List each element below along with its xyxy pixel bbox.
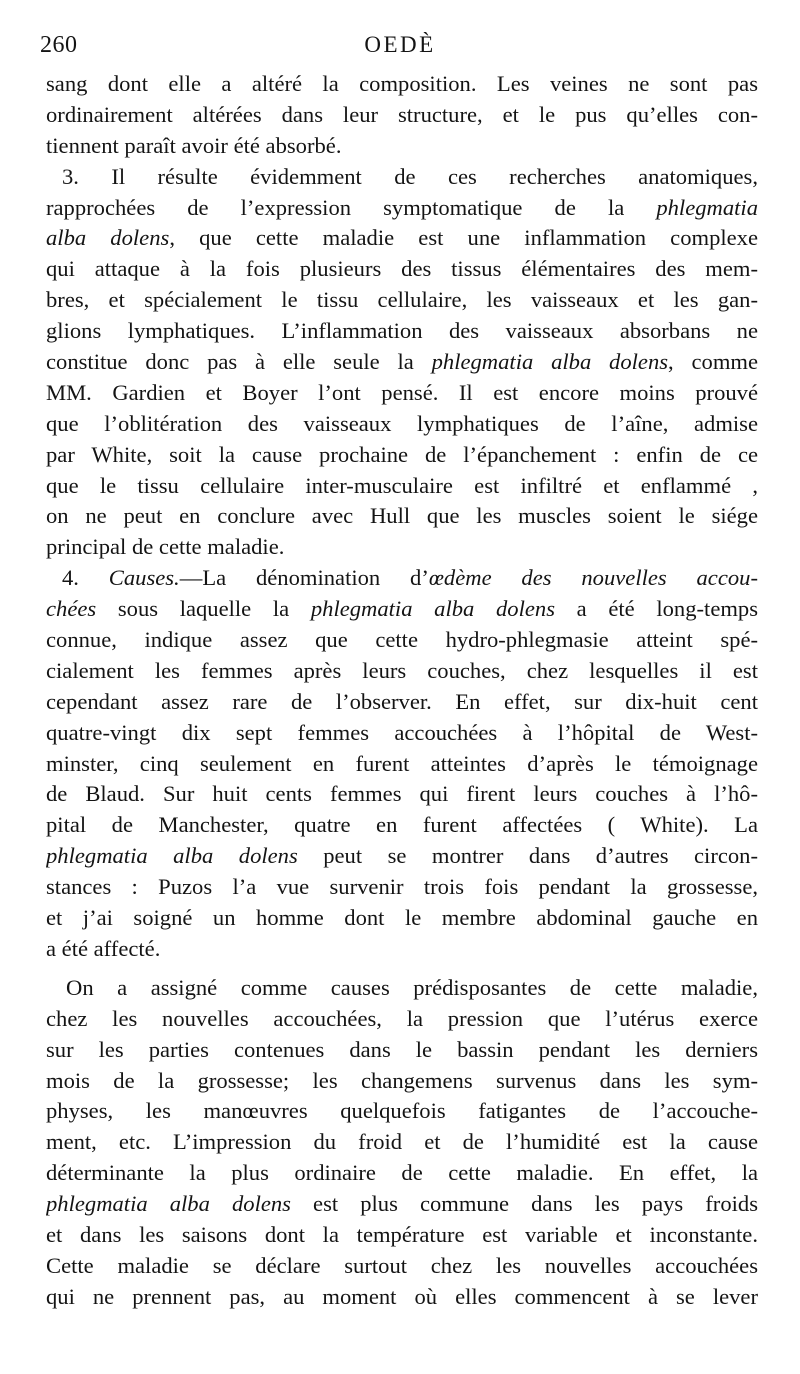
text-line bbox=[46, 1220, 758, 1251]
text-run: 3. Il résulte évidemment de ces recherches anatomiques, bbox=[62, 163, 758, 189]
text-line bbox=[46, 1251, 758, 1282]
text-line bbox=[46, 378, 758, 409]
text-run: ordinairement altérées dans leur structure, et le pus qu’elles con- bbox=[46, 101, 758, 127]
text-line bbox=[46, 810, 758, 841]
text-line bbox=[46, 656, 758, 687]
text-line bbox=[46, 1189, 758, 1220]
text-line bbox=[46, 594, 758, 625]
text-run: glions lymphatiques. L’inflammation des vaisseaux absorbans ne bbox=[46, 318, 758, 344]
text-run: sur les parties contenues dans le bassin pendant les derniers bbox=[46, 1036, 758, 1062]
running-title: OEDÈ bbox=[364, 32, 436, 57]
text-line bbox=[46, 841, 758, 872]
text-line bbox=[46, 254, 758, 285]
italic-text: chées bbox=[46, 596, 97, 622]
text-line bbox=[46, 409, 758, 440]
text-run: 4. bbox=[62, 565, 109, 591]
text-line bbox=[46, 162, 758, 193]
italic-text: alba dolens bbox=[46, 225, 170, 251]
text-run: mois de la grossesse; les changemens survenus dans les sym- bbox=[46, 1067, 758, 1093]
italic-text: phlegmatia alba dolens bbox=[46, 1191, 291, 1217]
text-line bbox=[46, 872, 758, 903]
text-run: principal de cette maladie. bbox=[46, 534, 285, 560]
text-line bbox=[46, 749, 758, 780]
body-text bbox=[46, 69, 758, 1313]
text-run: est plus commune dans les pays froids bbox=[290, 1191, 758, 1217]
italic-text: phlegmatia alba dolens bbox=[46, 843, 298, 869]
italic-text: Causes. bbox=[108, 565, 180, 591]
text-run: de Blaud. Sur huit cents femmes qui firent leurs couches à l’hô- bbox=[46, 781, 758, 807]
text-run: peut se montrer dans d’autres circon- bbox=[297, 843, 758, 869]
text-run: on ne peut en conclure avec Hull que les muscles soient le siége bbox=[46, 503, 758, 529]
text-line bbox=[46, 903, 758, 934]
text-run: minster, cinq seulement en furent atteintes d’après le témoignage bbox=[46, 750, 758, 776]
text-run: et j’ai soigné un homme dont le membre abdominal gauche en bbox=[46, 905, 758, 931]
text-line bbox=[46, 69, 758, 100]
text-run: —La dénomination d’ bbox=[179, 565, 429, 591]
text-line bbox=[46, 347, 758, 378]
text-line bbox=[46, 687, 758, 718]
text-run: connue, indique assez que cette hydro-phlegmasie atteint spé- bbox=[46, 627, 758, 653]
text-line bbox=[46, 532, 758, 563]
text-line bbox=[46, 563, 758, 594]
text-line bbox=[46, 501, 758, 532]
text-run: rapprochées de l’expression symptomatique de la bbox=[46, 194, 657, 220]
text-line bbox=[46, 1127, 758, 1158]
text-run: cialement les femmes après leurs couches, chez lesquelles il est bbox=[46, 657, 758, 683]
italic-text: phlegmatia alba dolens bbox=[431, 349, 669, 375]
text-line bbox=[46, 1004, 758, 1035]
text-run: que l’oblitération des vaisseaux lymphatiques de l’aîne, admise bbox=[46, 410, 758, 436]
text-run: déterminante la plus ordinaire de cette maladie. En effet, la bbox=[46, 1160, 758, 1186]
text-run: tiennent paraît avoir été absorbé. bbox=[46, 132, 342, 158]
text-run: Cette maladie se déclare surtout chez les nouvelles accouchées bbox=[46, 1252, 758, 1278]
text-run: a été long-temps bbox=[555, 596, 758, 622]
text-line bbox=[46, 718, 758, 749]
text-run: cependant assez rare de l’observer. En effet, sur dix-huit cent bbox=[46, 688, 758, 714]
text-run: , comme bbox=[668, 349, 758, 375]
text-run: par White, soit la cause prochaine de l’épanchement : enfin de ce bbox=[46, 441, 758, 467]
text-run: physes, les manœuvres quelquefois fatigantes de l’accouche- bbox=[46, 1098, 758, 1124]
text-run: sous laquelle la bbox=[96, 596, 311, 622]
text-line bbox=[46, 625, 758, 656]
text-line bbox=[46, 779, 758, 810]
text-run: qui attaque à la fois plusieurs des tissus élémentaires des mem- bbox=[46, 256, 758, 282]
text-run: pital de Manchester, quatre en furent affectées ( White). La bbox=[46, 812, 758, 838]
text-line bbox=[46, 1158, 758, 1189]
text-run: MM. Gardien et Boyer l’ont pensé. Il est encore moins prouvé bbox=[46, 379, 758, 405]
text-line bbox=[46, 440, 758, 471]
text-run: ment, etc. L’impression du froid et de l’humidité est la cause bbox=[46, 1129, 758, 1155]
text-run: a été affecté. bbox=[46, 935, 161, 961]
text-line bbox=[46, 934, 758, 965]
text-line bbox=[46, 285, 758, 316]
text-run: bres, et spécialement le tissu cellulaire, les vaisseaux et les gan- bbox=[46, 287, 758, 313]
text-run: constitue donc pas à elle seule la bbox=[46, 349, 432, 375]
text-line bbox=[46, 1035, 758, 1066]
text-run: sang dont elle a altéré la composition. Les veines ne sont pas bbox=[46, 71, 758, 96]
text-run: On a assigné comme causes prédisposantes de cette maladie, bbox=[66, 974, 758, 1000]
text-run: , que cette maladie est une inflammation complexe bbox=[169, 225, 758, 251]
italic-text: phlegmatia bbox=[656, 194, 758, 220]
italic-text: phlegmatia alba dolens bbox=[310, 596, 555, 622]
text-run: et dans les saisons dont la température est variable et inconstante. bbox=[46, 1221, 758, 1247]
text-line bbox=[46, 1282, 758, 1313]
text-line bbox=[46, 1096, 758, 1127]
text-run: chez les nouvelles accouchées, la pression que l’utérus exerce bbox=[46, 1005, 758, 1031]
paragraph-gap bbox=[46, 965, 758, 973]
text-run: quatre-vingt dix sept femmes accouchées à l’hôpital de West- bbox=[46, 719, 758, 745]
text-run: que le tissu cellulaire inter-musculaire est infiltré et enflammé , bbox=[46, 472, 758, 498]
page-header bbox=[40, 30, 760, 64]
italic-text: œdème des nouvelles accou- bbox=[428, 565, 758, 591]
text-run: stances : Puzos l’a vue survenir trois fois pendant la grossesse, bbox=[46, 874, 758, 900]
text-line bbox=[46, 316, 758, 347]
text-line bbox=[46, 223, 758, 254]
text-line bbox=[46, 131, 758, 162]
text-line bbox=[46, 973, 758, 1004]
text-line bbox=[46, 193, 758, 224]
text-line bbox=[46, 100, 758, 131]
text-line bbox=[46, 471, 758, 502]
text-line bbox=[46, 1066, 758, 1097]
page-number: 260 bbox=[40, 32, 78, 58]
text-run: qui ne prennent pas, au moment où elles commencent à se lever bbox=[46, 1283, 758, 1309]
